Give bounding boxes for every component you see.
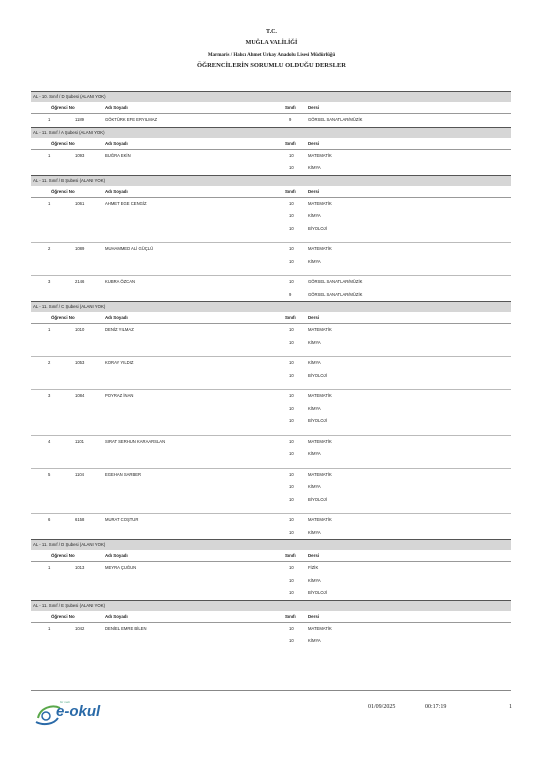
table-row — [31, 150, 511, 163]
subject-name: BİYOLOJİ — [308, 418, 327, 423]
row-index: 3 — [48, 393, 51, 398]
row-index: 5 — [48, 471, 51, 477]
subject-name: KİMYA — [308, 339, 321, 345]
student-no: 1189 — [75, 117, 85, 122]
table-row — [31, 357, 511, 370]
student-no: 1042 — [75, 625, 85, 631]
student-no: 1093 — [75, 152, 85, 158]
class-level: 10 — [289, 165, 294, 170]
column-header-row — [31, 611, 511, 623]
student-name: DENİZ YILMAZ — [105, 327, 134, 332]
subject-name: KİMYA — [308, 405, 321, 411]
student-no: 1084 — [75, 393, 85, 398]
column-subject: Dersi — [308, 105, 319, 110]
subject-name: MATEMATİK — [308, 438, 332, 444]
column-class: Sınıfı — [285, 613, 296, 619]
subject-name: BİYOLOJİ — [308, 225, 327, 231]
column-name: Adı Soyadı — [105, 140, 128, 146]
table-row — [31, 494, 511, 507]
student-record — [31, 357, 511, 390]
table-row — [31, 370, 511, 383]
student-record — [31, 324, 511, 357]
table-row — [31, 198, 511, 211]
student-name: KUBRA ÖZCAN — [105, 279, 136, 284]
column-name: Adı Soyadı — [105, 315, 128, 320]
page-number: 1 — [509, 704, 512, 710]
row-index: 6 — [48, 517, 51, 522]
row-gap — [31, 382, 511, 389]
student-no: 1061 — [75, 200, 85, 206]
table-row — [31, 623, 511, 636]
student-no: 1089 — [75, 246, 85, 251]
student-no: 1053 — [75, 360, 85, 365]
class-level: 10 — [289, 327, 294, 332]
section — [31, 175, 511, 302]
report-table — [31, 91, 511, 648]
section-title: AL - 11. Sınıf / A Şubesi (ALANI YOK) — [31, 127, 511, 138]
student-name: GÖKTÜRK EFE ERYILMAZ — [105, 117, 158, 122]
row-gap — [31, 235, 511, 242]
column-subject: Dersi — [308, 613, 319, 619]
subject-name: MATEMATİK — [308, 517, 332, 522]
class-level: 10 — [289, 590, 294, 595]
student-no: 1013 — [75, 565, 85, 570]
table-row — [31, 162, 511, 175]
column-name: Adı Soyadı — [105, 188, 128, 194]
section — [31, 91, 511, 127]
class-level: 10 — [289, 451, 294, 456]
class-level: 10 — [289, 152, 294, 158]
column-header-row — [31, 138, 511, 150]
table-row — [31, 390, 511, 403]
subject-name: KİMYA — [308, 638, 321, 643]
row-gap — [31, 506, 511, 513]
row-index: 1 — [48, 117, 51, 122]
table-row — [31, 289, 511, 302]
class-level: 10 — [289, 438, 294, 444]
column-class: Sınıfı — [285, 188, 296, 194]
class-level: 10 — [289, 577, 294, 583]
row-index: 2 — [48, 360, 51, 365]
class-level: 10 — [289, 225, 294, 231]
column-header-row — [31, 102, 511, 114]
logo-tagline: bir meb — [60, 700, 71, 704]
column-subject: Dersi — [308, 188, 319, 194]
class-level: 9 — [289, 117, 292, 122]
table-row — [31, 635, 511, 648]
column-subject: Dersi — [308, 315, 319, 320]
student-name: MEYRA ÇUĞUN — [105, 565, 137, 570]
section — [31, 539, 511, 600]
section — [31, 600, 511, 648]
print-date: 01/09/2025 — [368, 704, 396, 710]
column-no: Öğrenci No — [51, 553, 75, 558]
row-index: 2 — [48, 246, 51, 251]
subject-name: BİYOLOJİ — [308, 372, 327, 378]
student-no: 1010 — [75, 327, 85, 332]
table-row — [31, 337, 511, 350]
subject-name: FİZİK — [308, 565, 319, 570]
subject-name: MATEMATİK — [308, 625, 332, 631]
table-row — [31, 527, 511, 540]
student-record — [31, 243, 511, 276]
table-row — [31, 587, 511, 600]
student-name: KORAY YILDIZ — [105, 360, 134, 365]
column-header-row — [31, 186, 511, 198]
column-name: Adı Soyadı — [105, 105, 128, 110]
subject-name: GÖRSEL SANATLAR/MÜZİK — [308, 117, 363, 122]
subject-name: BİYOLOJİ — [308, 590, 327, 595]
subject-name: KİMYA — [308, 213, 321, 218]
student-name: BUĞRA EKİN — [105, 152, 131, 158]
subject-name: KİMYA — [308, 165, 321, 170]
table-row — [31, 276, 511, 289]
class-level: 10 — [289, 213, 294, 218]
class-level: 10 — [289, 565, 294, 570]
column-no: Öğrenci No — [51, 140, 75, 146]
table-row — [31, 256, 511, 269]
student-record — [31, 562, 511, 600]
class-level: 9 — [289, 291, 292, 297]
subject-name: KİMYA — [308, 360, 321, 365]
subject-name: KİMYA — [308, 484, 321, 489]
table-row — [31, 448, 511, 461]
column-name: Adı Soyadı — [105, 613, 128, 619]
column-class: Sınıfı — [285, 315, 296, 320]
header-tc: T.C. — [266, 29, 277, 35]
student-record — [31, 469, 511, 515]
column-header-row — [31, 550, 511, 562]
row-index: 1 — [48, 327, 51, 332]
subject-name: KİMYA — [308, 529, 321, 535]
subject-name: MATEMATİK — [308, 246, 332, 251]
subject-name: MATEMATİK — [308, 393, 332, 398]
table-row — [31, 243, 511, 256]
column-name: Adı Soyadı — [105, 553, 128, 558]
class-level: 10 — [289, 529, 294, 535]
student-record — [31, 623, 511, 648]
table-row — [31, 575, 511, 588]
table-row — [31, 514, 511, 527]
footer-divider — [31, 690, 511, 691]
subject-name: MATEMATİK — [308, 152, 332, 158]
table-row — [31, 436, 511, 449]
section-title: AL - 11. Sınıf / D Şubesi (ALANI YOK) — [31, 539, 511, 550]
student-no: 1104 — [75, 471, 85, 477]
class-level: 10 — [289, 625, 294, 631]
column-subject: Dersi — [308, 140, 319, 146]
table-row — [31, 481, 511, 494]
student-name: AHMET EGE CENGİZ — [105, 200, 147, 206]
class-level: 10 — [289, 360, 294, 365]
class-level: 10 — [289, 279, 294, 284]
class-level: 10 — [289, 471, 294, 477]
table-row — [31, 324, 511, 337]
subject-name: MATEMATİK — [308, 327, 332, 332]
student-record — [31, 150, 511, 175]
subject-name: BİYOLOJİ — [308, 496, 327, 502]
subject-name: MATEMATİK — [308, 200, 332, 206]
column-subject: Dersi — [308, 553, 319, 558]
section-title: AL - 11. Sınıf / E Şubesi (ALANI YOK) — [31, 600, 511, 611]
class-level: 10 — [289, 418, 294, 423]
page-title: ÖĞRENCİLERİN SORUMLU OLDUĞU DERSLER — [197, 62, 346, 69]
student-no: 6158 — [75, 517, 85, 522]
table-row — [31, 223, 511, 236]
student-name: DENİEL EMRE BİLEN — [105, 625, 147, 631]
class-level: 10 — [289, 496, 294, 502]
column-class: Sınıfı — [285, 140, 296, 146]
row-gap — [31, 461, 511, 468]
print-time: 00:17:19 — [425, 704, 447, 710]
student-record — [31, 390, 511, 436]
class-level: 10 — [289, 372, 294, 378]
class-level: 10 — [289, 638, 294, 643]
table-row — [31, 562, 511, 575]
student-no: 1101 — [75, 438, 85, 444]
student-name: EGEHAN SARBER — [105, 471, 142, 477]
header-school: Marmaris / Halıcı Ahmet Urkay Anadolu Lisesi Müdürlüğü — [207, 53, 336, 58]
student-record — [31, 114, 511, 127]
subject-name: KİMYA — [308, 258, 321, 264]
section-title: AL - 10. Sınıf / D Şubesi (ALANI YOK) — [31, 91, 511, 102]
column-no: Öğrenci No — [51, 315, 75, 320]
column-class: Sınıfı — [285, 105, 296, 110]
class-level: 10 — [289, 246, 294, 251]
student-name: POYRAZ İNAN — [105, 393, 134, 398]
row-gap — [31, 268, 511, 275]
row-index: 3 — [48, 279, 51, 284]
table-row — [31, 403, 511, 416]
row-gap — [31, 349, 511, 356]
section-title: AL - 11. Sınıf / B Şubesi (ALANI YOK) — [31, 175, 511, 186]
row-index: 1 — [48, 565, 51, 570]
table-row — [31, 469, 511, 482]
student-no: 2146 — [75, 279, 85, 284]
class-level: 10 — [289, 200, 294, 206]
student-name: SIRAT SERHUN KARAARSLAN — [105, 438, 166, 444]
row-index: 1 — [48, 200, 51, 206]
student-name: MUHAMMED ALİ GÜÇLÜ — [105, 246, 154, 251]
student-name: MURAT COŞTUR — [105, 517, 139, 522]
column-no: Öğrenci No — [51, 613, 75, 619]
header-valilik: MUĞLA VALİLİĞİ — [245, 40, 298, 46]
column-no: Öğrenci No — [51, 188, 75, 194]
class-level: 10 — [289, 258, 294, 264]
subject-name: KİMYA — [308, 577, 321, 583]
row-index: 4 — [48, 438, 51, 444]
row-index: 1 — [48, 152, 51, 158]
section — [31, 301, 511, 539]
class-level: 10 — [289, 339, 294, 345]
column-class: Sınıfı — [285, 553, 296, 558]
student-record — [31, 514, 511, 539]
section-title: AL - 11. Sınıf / C Şubesi (ALANI YOK) — [31, 301, 511, 312]
subject-name: MATEMATİK — [308, 471, 332, 477]
section — [31, 127, 511, 175]
class-level: 10 — [289, 393, 294, 398]
table-row — [31, 114, 511, 127]
column-header-row — [31, 312, 511, 324]
class-level: 10 — [289, 484, 294, 489]
table-row — [31, 210, 511, 223]
subject-name: GÖRSEL SANATLAR/MÜZİK — [308, 291, 363, 297]
row-index: 1 — [48, 625, 51, 631]
student-record — [31, 198, 511, 244]
subject-name: GÖRSEL SANATLAR/MÜZİK — [308, 279, 363, 284]
class-level: 10 — [289, 517, 294, 522]
student-record — [31, 276, 511, 301]
student-record — [31, 436, 511, 469]
table-row — [31, 415, 511, 428]
subject-name: KİMYA — [308, 451, 321, 456]
row-gap — [31, 428, 511, 435]
logo-wordmark: e-okul — [56, 703, 101, 720]
class-level: 10 — [289, 405, 294, 411]
column-no: Öğrenci No — [51, 105, 75, 110]
